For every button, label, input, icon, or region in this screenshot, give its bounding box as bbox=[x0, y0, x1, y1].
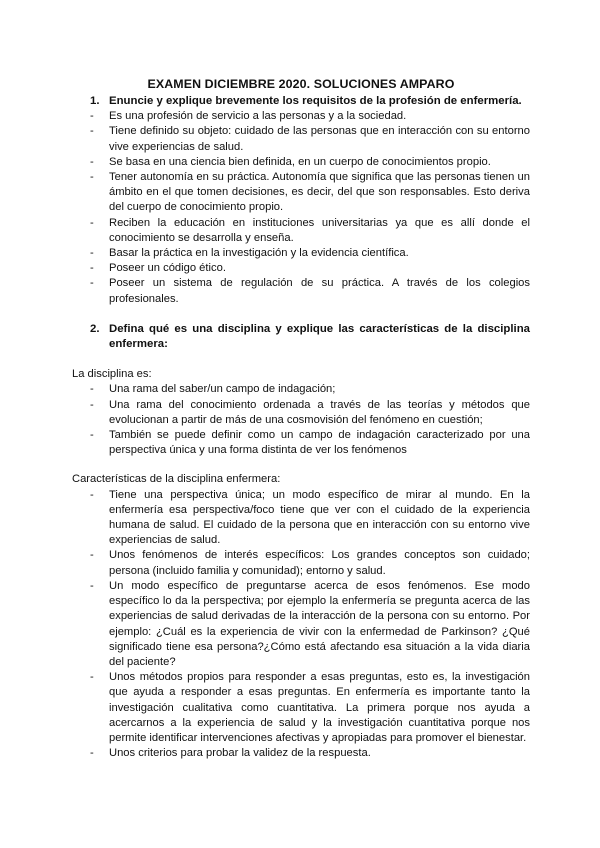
list-item-text: Unos fenómenos de interés específicos: Los grandes conceptos son cuidado; persona (incluido familia y comunidad); entorno y salud. bbox=[109, 549, 530, 577]
page-title: EXAMEN DICIEMBRE 2020. SOLUCIONES AMPARO bbox=[147, 77, 455, 91]
dash-bullet: - bbox=[90, 262, 94, 275]
question-1-answer-list bbox=[72, 109, 530, 307]
discipline-definition-list bbox=[72, 382, 530, 458]
list-item-text: Tener autonomía en su práctica. Autonomía que significa que las personas tienen un ámbito en el que tomen decisiones, es decir, del que son responsables. Esto deriva del cuerpo de conocimiento propio. bbox=[109, 171, 530, 214]
list-item bbox=[72, 579, 530, 670]
list-item bbox=[72, 548, 530, 578]
list-item-text: También se puede definir como un campo de indagación caracterizado por una perspectiva única y una forma distinta de ver los fenómenos bbox=[109, 429, 530, 457]
dash-bullet: - bbox=[90, 110, 94, 123]
list-item-text: Una rama del saber/un campo de indagación; bbox=[109, 383, 336, 396]
list-item bbox=[72, 170, 530, 216]
discipline-intro: La disciplina es: bbox=[72, 368, 152, 381]
dash-bullet: - bbox=[90, 383, 94, 396]
characteristics-intro: Características de la disciplina enfermera: bbox=[72, 473, 281, 486]
question-text: Enuncie y explique brevemente los requisitos de la profesión de enfermería. bbox=[109, 95, 522, 107]
list-item bbox=[72, 276, 530, 306]
dash-bullet: - bbox=[90, 429, 94, 442]
dash-bullet: - bbox=[90, 171, 94, 184]
dash-bullet: - bbox=[90, 549, 94, 562]
question-number: 1. bbox=[90, 95, 100, 107]
list-item-text: Unos métodos propios para responder a esas preguntas, esto es, la investigación que ayuda a responder a esas preguntas. En enfermería es importante tanto la investigación cualitativa como cuantitativa. La primera porque nos ayuda a acercarnos a la experiencia de salud y la investigación cuantitativa porque nos permite identificar intervenciones afectivas y apropiadas para promover el bienestar. bbox=[109, 671, 530, 744]
list-item bbox=[72, 109, 530, 124]
dash-bullet: - bbox=[90, 277, 94, 290]
list-item-text: Es una profesión de servicio a las personas y a la sociedad. bbox=[109, 110, 407, 123]
list-item-text: Poseer un código ético. bbox=[109, 262, 226, 275]
dash-bullet: - bbox=[90, 125, 94, 138]
list-item-text: Basar la práctica en la investigación y la evidencia científica. bbox=[109, 247, 409, 260]
list-item-text: Se basa en una ciencia bien definida, en un cuerpo de conocimientos propio. bbox=[109, 155, 491, 168]
question-text: Defina qué es una disciplina y explique las características de la disciplina enfermera: bbox=[109, 322, 530, 351]
list-item-text: Unos criterios para probar la validez de la respuesta. bbox=[109, 747, 371, 760]
list-item bbox=[72, 398, 530, 428]
list-item bbox=[72, 246, 530, 261]
list-item bbox=[72, 124, 530, 154]
list-item-text: Poseer un sistema de regulación de su práctica. A través de los colegios profesionales. bbox=[109, 277, 530, 305]
list-item-text: Un modo específico de preguntarse acerca de esos fenómenos. Ese modo específico lo da la perspectiva; por ejemplo la enfermería se pregunta acerca de las experiencias de salud derivadas de la interacción de la persona con su entorno. Por ejemplo: ¿Cuál es la experiencia de vivir con la enfermedad de Parkinson? ¿Qué significado tiene esa persona?¿Cómo está afectando esa situación a la vida diaria del paciente? bbox=[109, 579, 530, 668]
list-item bbox=[72, 382, 530, 397]
dash-bullet: - bbox=[90, 671, 94, 684]
list-item bbox=[72, 746, 530, 761]
list-item bbox=[72, 428, 530, 458]
list-item bbox=[72, 670, 530, 746]
dash-bullet: - bbox=[90, 155, 94, 168]
list-item bbox=[72, 488, 530, 549]
list-item bbox=[72, 261, 530, 276]
dash-bullet: - bbox=[90, 579, 94, 592]
list-item-text: Reciben la educación en instituciones universitarias ya que es allí donde el conocimiento se desarrolla y enseña. bbox=[109, 216, 530, 244]
list-item-text: Tiene una perspectiva única; un modo específico de mirar al mundo. En la enfermería esa perspectiva/foco tiene que ver con el cuidado de la experiencia humana de salud. El cuidado de la persona que en interacción con su entorno vive experiencias de salud. bbox=[109, 488, 530, 547]
dash-bullet: - bbox=[90, 747, 94, 760]
list-item bbox=[72, 216, 530, 246]
characteristics-list bbox=[72, 488, 530, 762]
dash-bullet: - bbox=[90, 398, 94, 411]
dash-bullet: - bbox=[90, 488, 94, 501]
list-item bbox=[72, 155, 530, 170]
question-1-heading bbox=[72, 94, 530, 109]
list-item-text: Una rama del conocimiento ordenada a través de las teorías y métodos que evolucionan a partir de más de una cosmovisión del fenómeno en cuestión; bbox=[109, 398, 530, 426]
dash-bullet: - bbox=[90, 216, 94, 229]
list-item-text: Tiene definido su objeto: cuidado de las personas que en interacción con su entorno vive experiencias de salud. bbox=[109, 125, 530, 153]
question-2-heading bbox=[72, 322, 530, 352]
question-number: 2. bbox=[90, 322, 100, 335]
dash-bullet: - bbox=[90, 247, 94, 260]
